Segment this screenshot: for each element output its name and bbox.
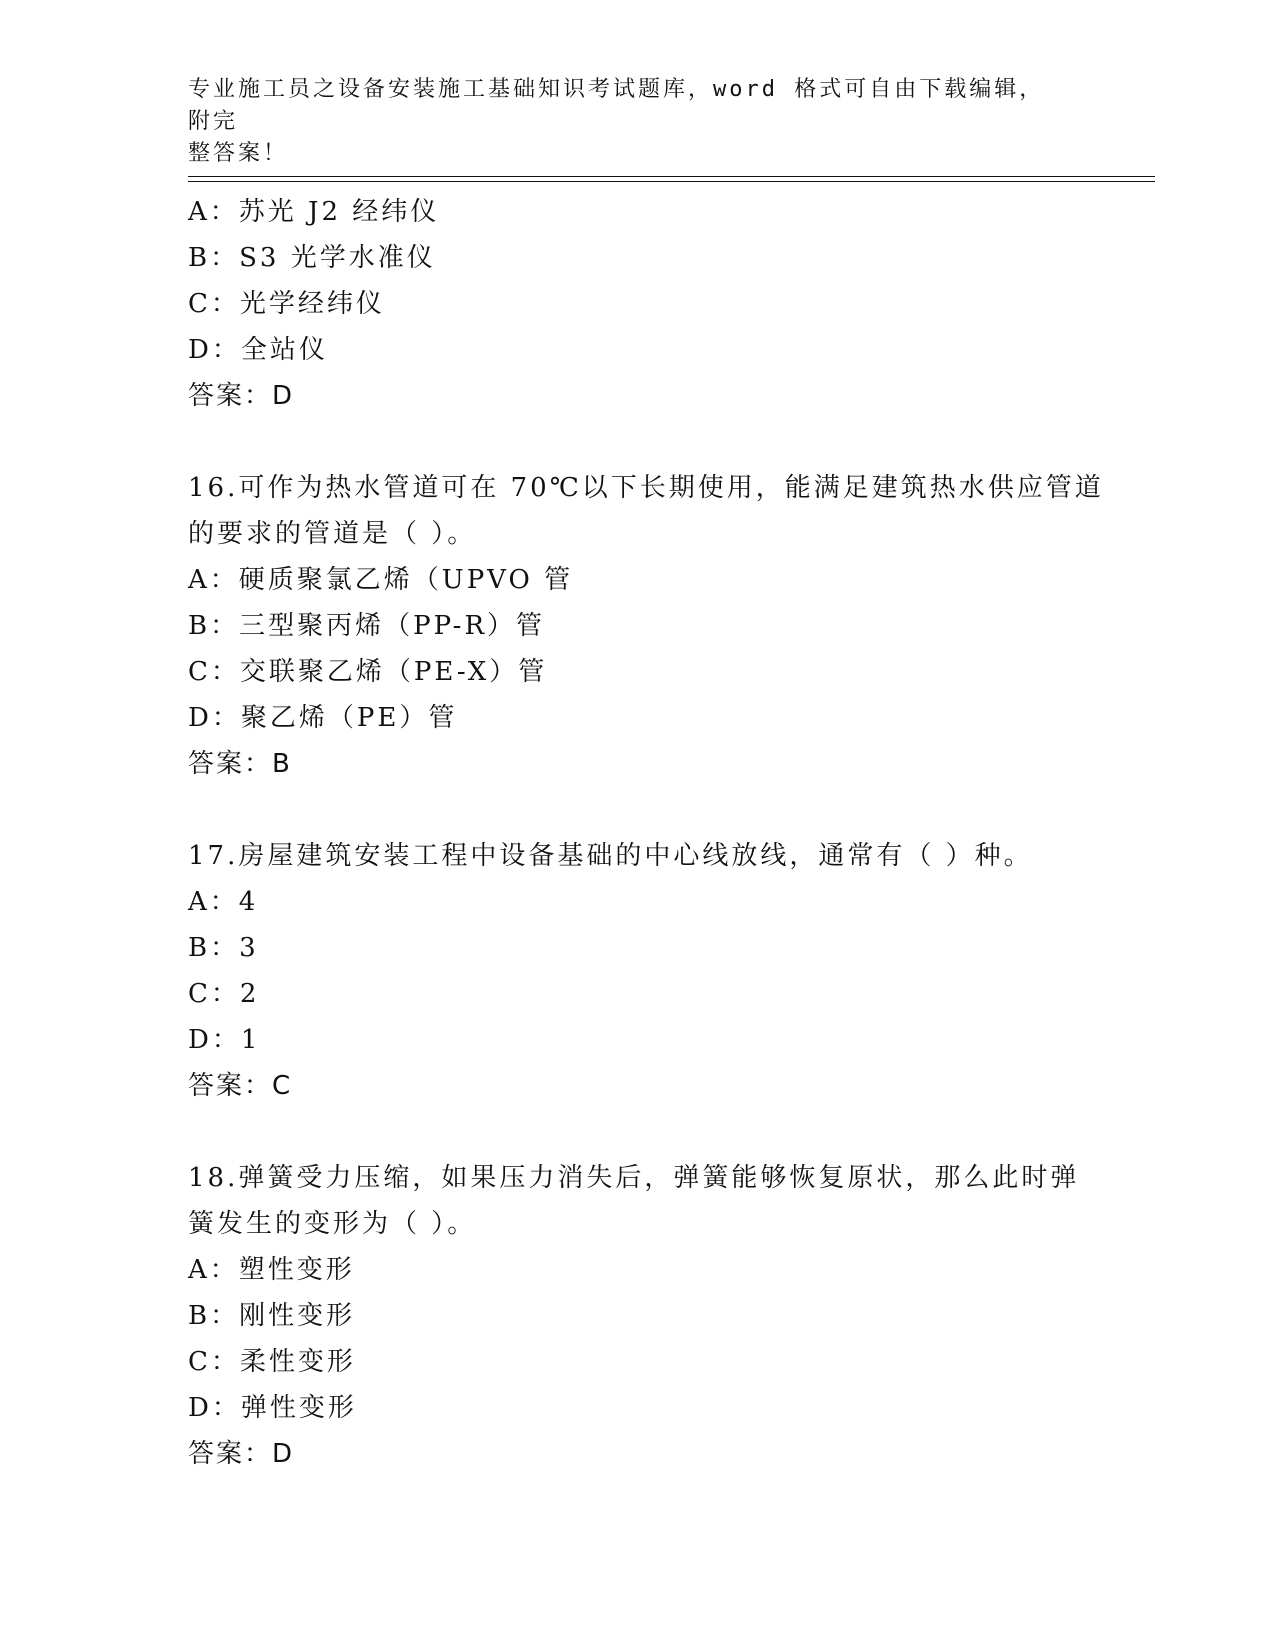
question-15 — [188, 189, 1088, 419]
option-b: B：S3 光学水准仪 — [188, 243, 436, 273]
option-a: A：塑性变形 — [188, 1255, 355, 1285]
question-text-line-2: 的要求的管道是（ ）。 — [188, 519, 477, 549]
option-b: B：三型聚丙烯（PP-R）管 — [188, 611, 546, 641]
question-text-line-1: 17.房屋建筑安装工程中设备基础的中心线放线，通常有（ ）种。 — [188, 841, 1033, 871]
header-rule-top — [188, 176, 1155, 177]
answer-label: 答案：D — [188, 1439, 295, 1469]
spacer — [188, 419, 1088, 465]
header-rule-bottom — [188, 181, 1155, 182]
spacer — [188, 1109, 1088, 1155]
answer-label: 答案：D — [188, 381, 295, 411]
question-18 — [188, 1155, 1088, 1477]
header-line-1: 专业施工员之设备安装施工基础知识考试题库，word 格式可自由下载编辑，附完 — [188, 77, 1045, 134]
option-c: C：柔性变形 — [188, 1347, 356, 1377]
option-a: A：4 — [188, 887, 259, 917]
question-17 — [188, 833, 1088, 1109]
option-c: C：光学经纬仪 — [188, 289, 385, 319]
option-d: D：1 — [188, 1025, 261, 1055]
question-list — [188, 189, 1104, 1477]
question-16 — [188, 465, 1104, 787]
option-c: C：交联聚乙烯（PE-X）管 — [188, 657, 548, 687]
question-text-line-1: 16.可作为热水管道可在 70℃以下长期使用，能满足建筑热水供应管道 — [188, 473, 1104, 503]
option-b: B：刚性变形 — [188, 1301, 356, 1331]
spacer — [188, 787, 1088, 833]
answer-label: 答案：B — [188, 749, 292, 779]
question-text-line-1: 18.弹簧受力压缩，如果压力消失后，弹簧能够恢复原状，那么此时弹 — [188, 1163, 1080, 1193]
answer-label: 答案：C — [188, 1071, 293, 1101]
option-a: A：硬质聚氯乙烯（UPVO 管 — [188, 565, 574, 595]
header-line-2: 整答案！ — [188, 141, 289, 166]
option-b: B：3 — [188, 933, 259, 963]
option-d: D：全站仪 — [188, 335, 328, 365]
option-c: C：2 — [188, 979, 260, 1009]
question-text-line-2: 簧发生的变形为（ ）。 — [188, 1209, 477, 1239]
option-d: D：聚乙烯（PE）管 — [188, 703, 458, 733]
document-header — [188, 74, 1068, 170]
option-d: D：弹性变形 — [188, 1393, 357, 1423]
option-a: A：苏光 J2 经纬仪 — [188, 197, 440, 227]
